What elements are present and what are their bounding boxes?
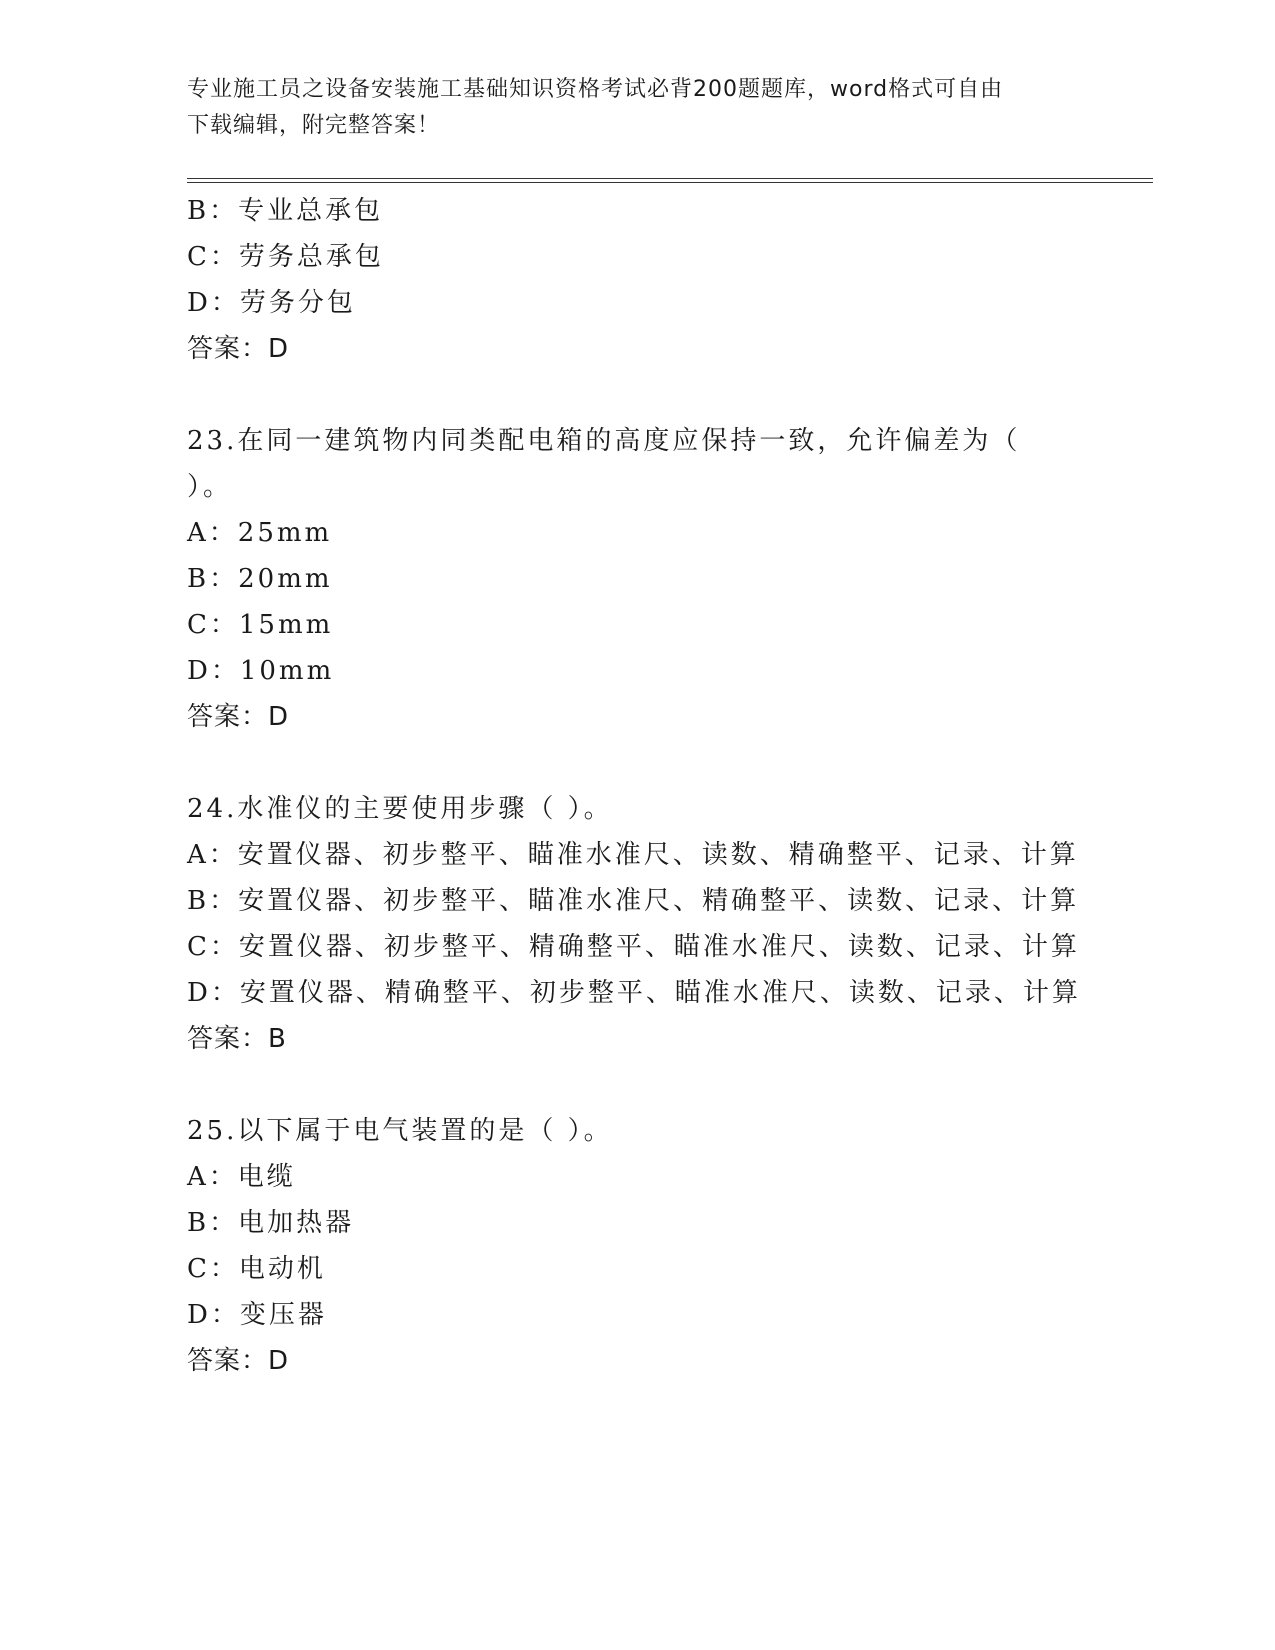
option-a: A：电缆 (187, 1162, 296, 1192)
question-stem: 23.在同一建筑物内同类配电箱的高度应保持一致，允许偏差为（ ）。 (187, 426, 1021, 502)
question-24 (187, 786, 1187, 1062)
question-22-tail (187, 188, 1187, 372)
header-divider (187, 178, 1153, 183)
header-line-1: 专业施工员之设备安装施工基础知识资格考试必背200题题库，word格式可自由 (187, 77, 1004, 102)
option-a: A：安置仪器、初步整平、瞄准水准尺、读数、精确整平、记录、计算 (187, 840, 1079, 870)
option-c: C：15mm (187, 610, 334, 640)
option-a: A：25mm (187, 518, 333, 548)
answer: 答案：D (187, 1346, 290, 1376)
option-d: D：劳务分包 (187, 288, 356, 318)
header-line-2: 下载编辑，附完整答案！ (187, 113, 441, 138)
option-b: B：专业总承包 (187, 196, 384, 226)
option-d: D：变压器 (187, 1300, 327, 1330)
answer: 答案：B (187, 1024, 287, 1054)
spacer (187, 740, 1187, 786)
question-23 (187, 418, 1187, 740)
option-b: B：安置仪器、初步整平、瞄准水准尺、精确整平、读数、记录、计算 (187, 886, 1080, 916)
option-d: D：10mm (187, 656, 335, 686)
document-header (187, 72, 1087, 144)
spacer (187, 1062, 1187, 1108)
option-b: B：20mm (187, 564, 333, 594)
option-d: D：安置仪器、精确整平、初步整平、瞄准水准尺、读数、记录、计算 (187, 978, 1081, 1008)
question-list (187, 188, 1187, 1384)
answer: 答案：D (187, 702, 290, 732)
question-25 (187, 1108, 1187, 1384)
spacer (187, 372, 1187, 418)
option-c: C：安置仪器、初步整平、精确整平、瞄准水准尺、读数、记录、计算 (187, 932, 1080, 962)
option-c: C：电动机 (187, 1254, 326, 1284)
question-stem: 25.以下属于电气装置的是（ ）。 (187, 1116, 613, 1146)
option-c: C：劳务总承包 (187, 242, 384, 272)
answer: 答案：D (187, 334, 290, 364)
question-stem: 24.水准仪的主要使用步骤（ ）。 (187, 794, 613, 824)
option-b: B：电加热器 (187, 1208, 355, 1238)
